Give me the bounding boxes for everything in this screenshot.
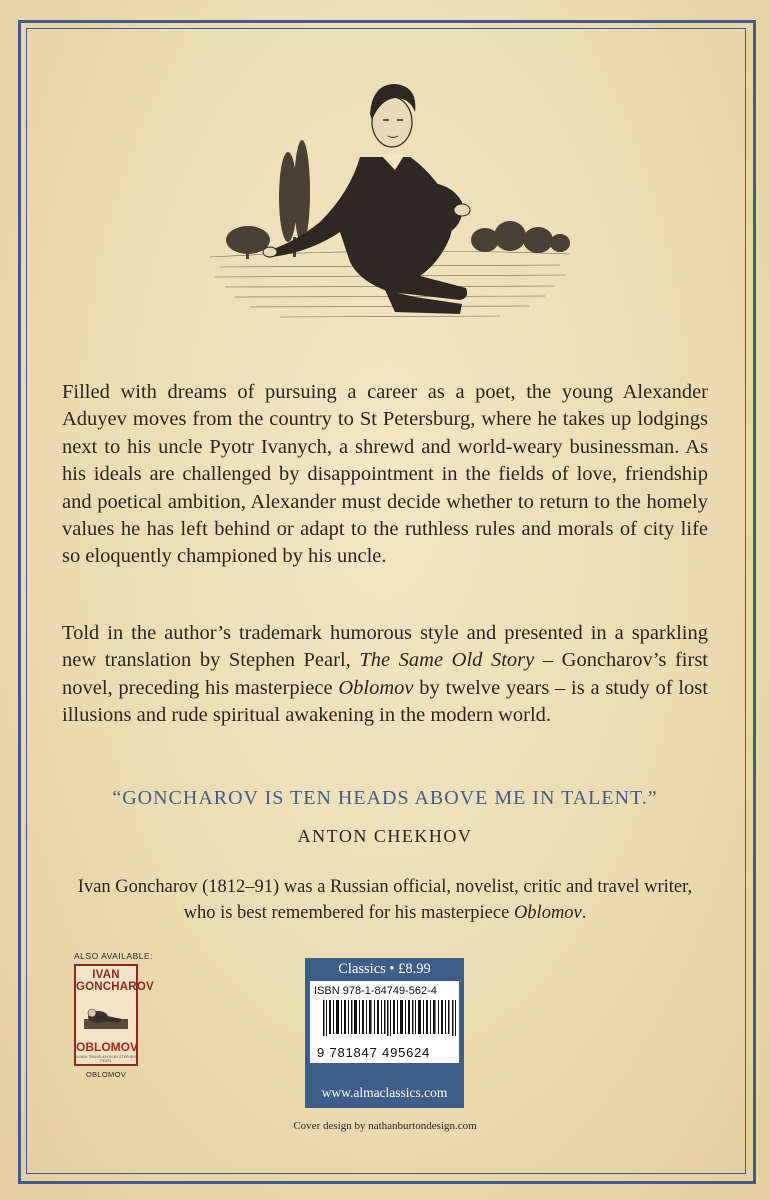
barcode-bars — [323, 1000, 457, 1036]
synopsis-text: Told in the author’s trademark humorous style and presented in a sparkling new translation by Stephen Pearl, — [62, 622, 708, 672]
isbn-label: ISBN 978-1-84749-562-4 — [314, 985, 437, 997]
bio-title-italic: Oblomov — [513, 903, 582, 923]
synopsis-paragraph-2 — [62, 620, 708, 730]
series-price: Classics • £8.99 — [338, 961, 431, 977]
engraving-illustration — [200, 62, 580, 332]
mini-cover-author: IVAN GONCHAROV — [76, 969, 154, 993]
also-available-book-cover — [74, 964, 154, 1066]
mini-cover-title: OBLOMOV — [76, 1040, 138, 1054]
also-available-caption: OBLOMOV — [85, 1070, 127, 1079]
quote-attribution: ANTON CHEKHOV — [297, 826, 473, 846]
also-available-label: ALSO AVAILABLE: — [74, 951, 154, 961]
mini-cover-illustration — [82, 999, 130, 1037]
book-title-italic: The Same Old Story — [359, 649, 535, 672]
author-bio: Ivan Goncharov (1812–91) was a Russian official, novelist, critic and travel writer, who is best remembered for his masterpiece Oblomov. — [77, 877, 693, 923]
mini-cover-subtitle: A NEW TRANSLATION BY STEPHEN PEARL — [76, 1055, 136, 1063]
synopsis-text: – Goncharov’s first novel, preceding his masterpiece — [62, 649, 708, 699]
cover-design-credit: Cover design by nathanburtondesign.com — [293, 1120, 477, 1132]
oblomov-title-italic: Oblomov — [338, 676, 414, 699]
publisher-website: www.almaclassics.com — [321, 1085, 448, 1100]
synopsis-text: by twelve years – is a study of lost illusions and rude spiritual awakening in the modern world. — [62, 676, 708, 727]
synopsis-paragraph-1: Filled with dreams of pursuing a career as a poet, the young Alexander Aduyev moves from the country to St Petersburg, where he takes up lodgings next to his uncle Pyotr Ivanych, a shrewd and world-weary businessman. As his ideals are challenged by disappointment in the fields of love, friendship and poetical ambition, Alexander must decide whether to return to the homely values he has left behind or adapt to the ruthless rules and morals of city life so eloquently championed by his uncle. — [62, 381, 708, 568]
pull-quote: “GONCHAROV IS TEN HEADS ABOVE ME IN TALENT.” — [112, 787, 658, 809]
barcode-number: 9 781847 495624 — [310, 1043, 459, 1063]
barcode-panel — [305, 958, 464, 1108]
